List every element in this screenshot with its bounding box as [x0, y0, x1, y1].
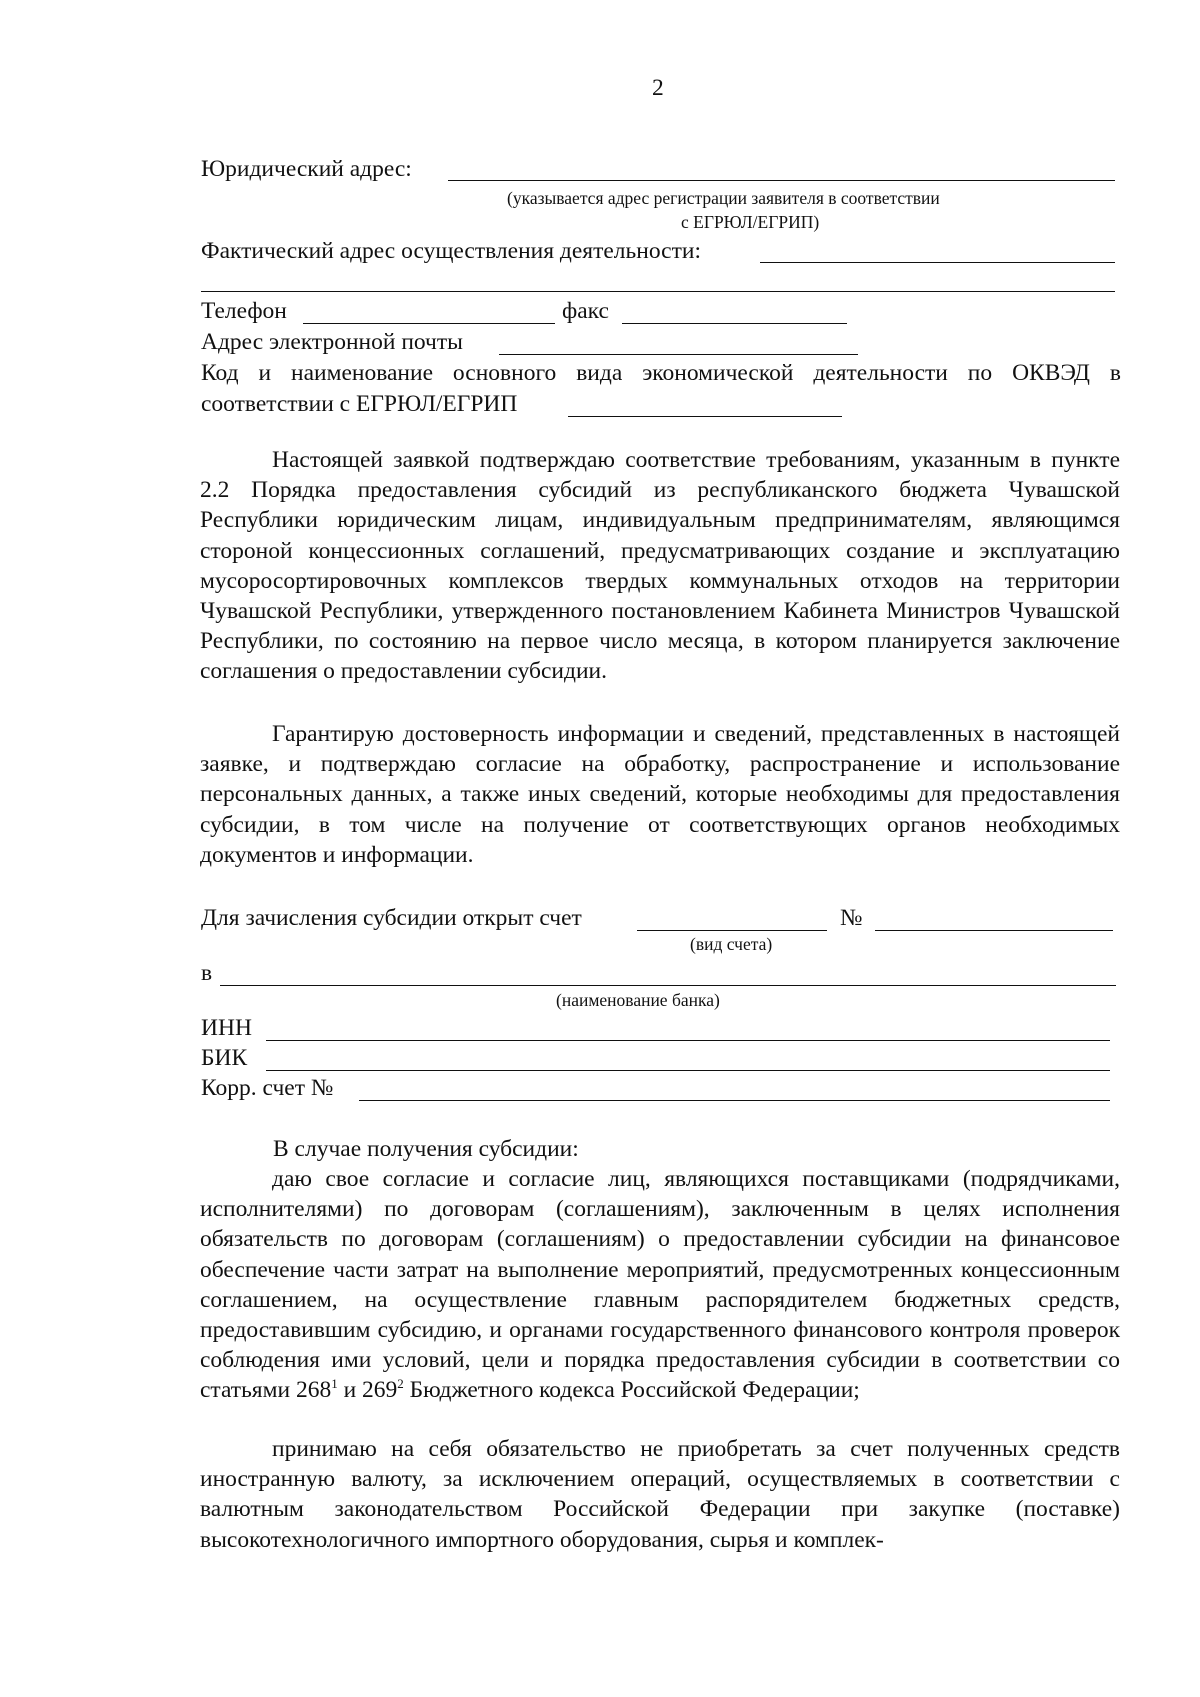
legal-address-hint-line-1: (указывается адрес регистрации заявителя в соответствии — [507, 188, 940, 208]
account-number-sign: № — [840, 905, 863, 931]
account-number-field[interactable] — [875, 930, 1113, 931]
consent-text-start: даю свое согласие и согласие лиц, являющихся поставщиками (подрядчиками, исполнителями) по договорам (соглашениям), заключенным в целях исполнения обязательств по договорам (соглашениям) о предоставлении субсидии на финансовое обеспечение части затрат на выполнение мероприятий, предусмотренных концессионным соглашением, на осуществление главным распорядителем бюджетных средств, предоставившим субсидию, и органами государственного финансового контроля проверок соблюдения ими условий, цели и порядка предоставления субсидии в соответствии со статьями — [200, 1166, 1120, 1404]
phone-field[interactable] — [303, 323, 555, 324]
article-2-superscript: 2 — [397, 1376, 404, 1392]
obligation-paragraph — [200, 1434, 1120, 1555]
article-1-superscript: 1 — [331, 1376, 338, 1392]
legal-address-label: Юридический адрес: — [201, 156, 412, 182]
consent-paragraph — [200, 1164, 1120, 1406]
actual-address-label: Фактический адрес осуществления деятельности: — [201, 238, 701, 264]
guarantee-paragraph — [200, 719, 1120, 870]
obligation-text: принимаю на себя обязательство не приобретать за счет полученных средств иностранную валюту, за исключением операций, осуществляемых в соответствии с валютным законодательством Российской Федерации при закупке (поставке) высокотехнологичного импортного оборудования, сырья и комплек- — [200, 1436, 1120, 1553]
confirmation-paragraph — [200, 445, 1120, 687]
article-2: 269 — [362, 1377, 398, 1404]
confirmation-text: Настоящей заявкой подтверждаю соответствие требованиям, указанным в пункте 2.2 Порядка предоставления субсидий из республиканского бюджета Чувашской Республики юридическим лицам, индивидуальным предпринимателям, являющимся стороной концессионных соглашений, предусматривающих создание и эксплуатацию мусоросортировочных комплексов твердых коммунальных отходов на территории Чувашской Республики, утвержденного постановлением Кабинета Министров Чувашской Республики, по состоянию на первое число месяца, в котором планируется заключение соглашения о предоставлении субсидии. — [200, 447, 1120, 685]
fax-field[interactable] — [622, 323, 847, 324]
account-type-field[interactable] — [637, 930, 827, 931]
article-1: 268 — [295, 1377, 332, 1404]
okved-label-line-2: соответствии с ЕГРЮЛ/ЕГРИП — [201, 391, 518, 417]
fax-label: факс — [562, 298, 609, 324]
page-number: 2 — [652, 75, 664, 101]
inn-field[interactable] — [266, 1040, 1110, 1041]
consent-text-end: Бюджетного кодекса Российской Федерации; — [403, 1377, 860, 1404]
corr-account-field[interactable] — [359, 1100, 1110, 1101]
guarantee-text: Гарантирую достоверность информации и сведений, представленных в настоящей заявке, и подтверждаю согласие на обработку, распространение и использование персональных данных, а также иных сведений, которые необходимы для предоставления субсидии, в том числе на получение от соответствующих органов необходимых документов и информации. — [200, 721, 1120, 868]
bank-in-label: в — [201, 960, 213, 986]
account-label: Для зачисления субсидии открыт счет — [201, 905, 582, 931]
bik-field[interactable] — [266, 1070, 1110, 1071]
actual-address-field[interactable] — [760, 262, 1115, 263]
email-label: Адрес электронной почты — [201, 329, 463, 355]
corr-account-label: Корр. счет № — [201, 1075, 334, 1101]
subsidy-intro: В случае получения субсидии: — [273, 1136, 579, 1162]
okved-field[interactable] — [568, 416, 842, 417]
bank-name-field[interactable] — [220, 985, 1116, 986]
phone-label: Телефон — [201, 298, 287, 324]
legal-address-field[interactable] — [448, 180, 1115, 181]
email-field[interactable] — [499, 354, 858, 355]
bik-label: БИК — [201, 1045, 248, 1071]
okved-label-line-1: Код и наименование основного вида экономической деятельности по ОКВЭД в — [201, 360, 1121, 386]
legal-address-hint-line-2: с ЕГРЮЛ/ЕГРИП) — [681, 212, 820, 232]
account-type-hint: (вид счета) — [690, 934, 773, 954]
consent-and: и — [337, 1377, 363, 1404]
bank-name-hint: (наименование банка) — [556, 990, 720, 1010]
actual-address-field-line-2[interactable] — [201, 291, 1115, 292]
inn-label: ИНН — [201, 1015, 252, 1041]
